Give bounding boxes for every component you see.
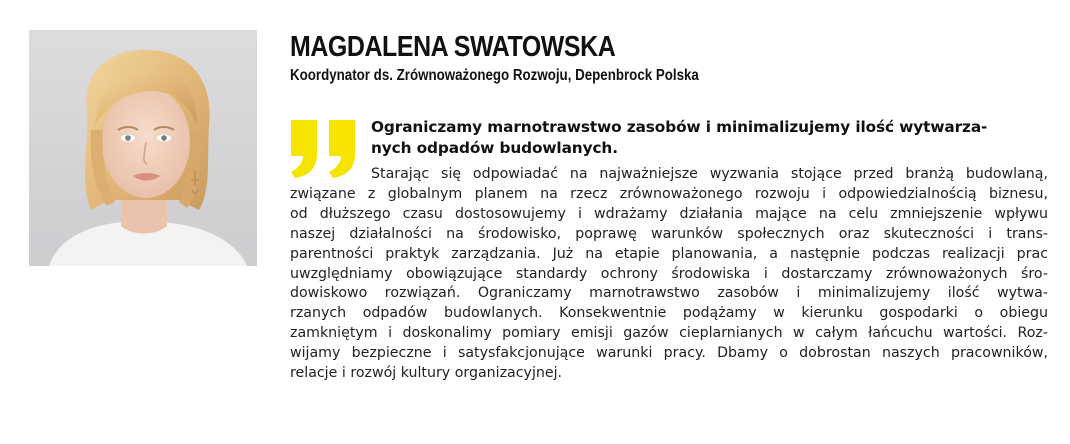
quote-body — [290, 165, 1048, 384]
quote-body-line: związane z globalnym planem na rzecz zrównoważonego rozwoju i odpowiedzialnością biznesu, — [290, 185, 1048, 202]
quote-body-line: wijamy bezpieczne i satysfakcjonujące warunki pracy. Dbamy o dobrostan naszych pracowników, — [290, 345, 1048, 362]
quote-lead-line: nych odpadów budowlanych. — [371, 139, 618, 157]
quote-lead — [371, 117, 1048, 159]
person-role: Koordynator ds. Zrównoważonego Rozwoju, Depenbrock Polska — [290, 67, 699, 84]
quote-lead-line: Ograniczamy marnotrawstwo zasobów i minimalizujemy ilość wytwarza- — [371, 118, 988, 136]
person-name: MAGDALENA SWATOWSKA — [290, 31, 616, 63]
quote-body-line: parentności praktyk zarządzania. Już na etapie planowania, a następnie podczas realizacji prac — [290, 245, 1048, 262]
portrait-photo — [29, 30, 257, 266]
quote-body-line: Starając się odpowiadać na najważniejsze wyzwania stojące przed branżą budowlaną, — [371, 166, 1048, 182]
quote-body-line: od dłuższego czasu dostosowujemy i wdrażamy działania mające na celu zmniejszenie wpływu — [290, 205, 1048, 222]
quote-body-line: relacje i rozwój kultury organizacyjnej. — [290, 365, 563, 382]
quote-body-line: uwzględniamy obowiązujące standardy ochrony środowiska i dostarczamy zrównoważonych śro- — [290, 265, 1048, 282]
portrait-illustration — [29, 30, 257, 266]
quote-body-line: naszej działalności na środowisko, poprawę warunków społecznych oraz skuteczności i trans- — [290, 225, 1048, 242]
quote-body-line: zamkniętym i doskonalimy pomiary emisji gazów cieplarnianych w całym łańcuchu wartości. Roz- — [290, 325, 1048, 342]
quote-body-line: dowiskowo rozwiązań. Ograniczamy marnotrawstwo zasobów i minimalizujemy ilość wytwa- — [290, 285, 1048, 302]
quote-body-line: rzanych odpadów budowlanych. Konsekwentnie podążamy w kierunku gospodarki o obiegu — [290, 305, 1048, 322]
